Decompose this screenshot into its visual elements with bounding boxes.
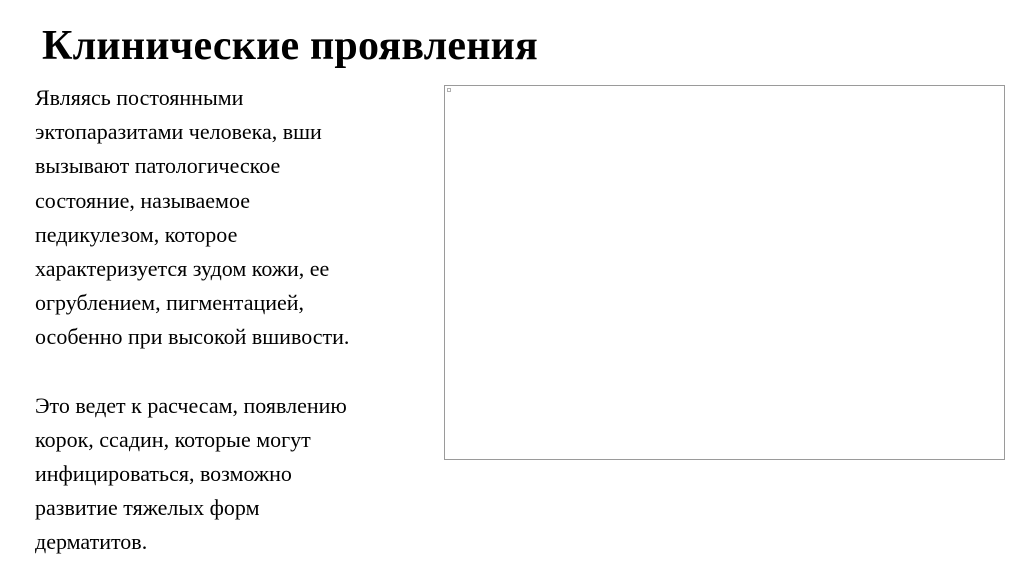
- text-line: Это ведет к расчесам, появлению: [35, 392, 347, 418]
- text-line: эктопаразитами человека, вши: [35, 119, 322, 145]
- text-line: дерматитов.: [35, 529, 148, 555]
- text-line: вызывают патологическое: [35, 153, 281, 179]
- text-line: корок, ссадин, которые могут: [35, 426, 311, 452]
- text-line: огрублением, пигментацией,: [35, 290, 305, 316]
- paragraph-2: [35, 389, 430, 560]
- text-line: Являясь постоянными: [35, 85, 244, 110]
- text-line: педикулезом, которое: [35, 221, 238, 247]
- image-placeholder: [444, 85, 1005, 460]
- paragraph-1: [35, 81, 430, 355]
- text-line: характеризуется зудом кожи, ее: [35, 256, 330, 282]
- broken-image-icon: [447, 88, 451, 92]
- text-line: состояние, называемое: [35, 187, 251, 213]
- text-line: инфицироваться, возможно: [35, 461, 292, 487]
- text-line: развитие тяжелых форм: [35, 495, 260, 521]
- text-line: особенно при высокой вшивости.: [35, 324, 350, 350]
- slide-title: Клинические проявления: [42, 23, 538, 69]
- body-text: [35, 81, 430, 560]
